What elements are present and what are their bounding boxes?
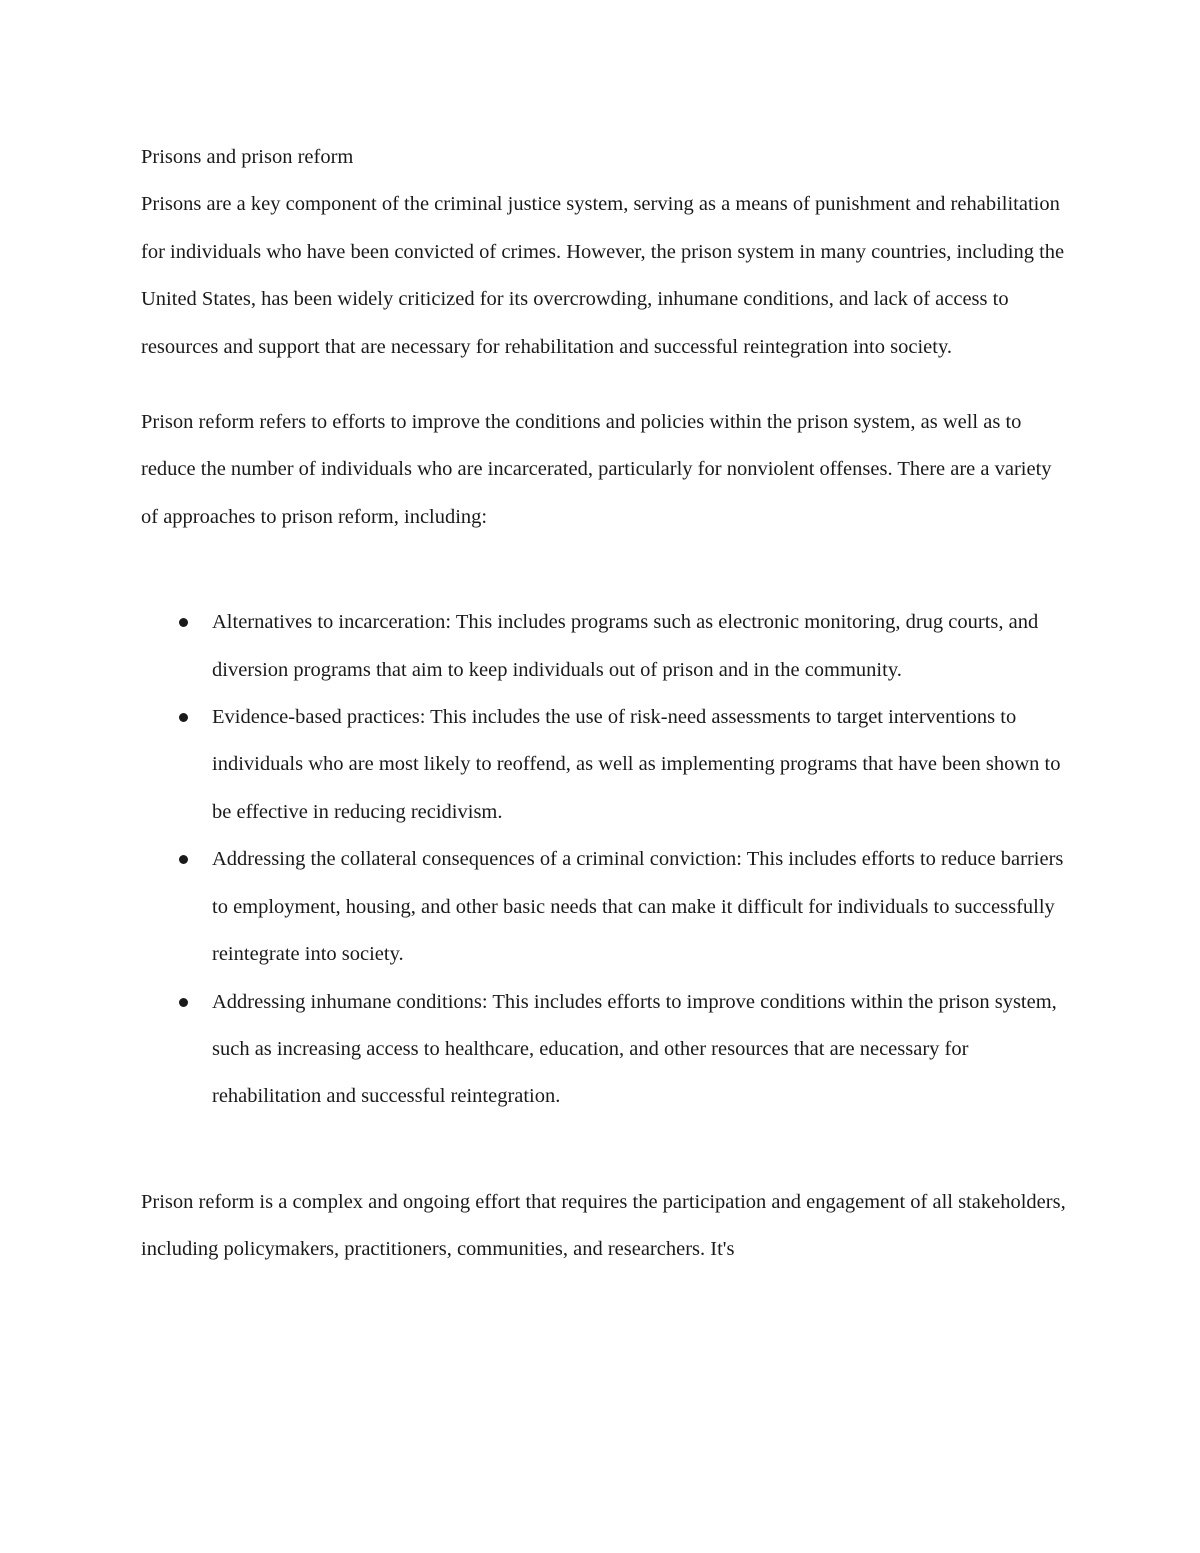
closing-paragraph: Prison reform is a complex and ongoing effort that requires the participation and engagement of all stakeholders, including policymakers, practitioners, communities, and researchers. It's xyxy=(141,1190,1066,1261)
list-item-text: Addressing the collateral consequences of a criminal conviction: This includes efforts to reduce barriers to employment, housing, and other basic needs that can make it difficult for individuals to successfully reintegrate into society. xyxy=(212,848,1064,966)
list-item xyxy=(212,694,1071,836)
reform-intro-paragraph: Prison reform refers to efforts to improve the conditions and policies within the prison system, as well as to reduce the number of individuals who are incarcerated, particularly for nonviolent offenses. There are a variety of approaches to prison reform, including: xyxy=(141,411,1052,528)
list-item xyxy=(212,599,1071,694)
intro-paragraph: Prisons are a key component of the criminal justice system, serving as a means of punishment and rehabilitation for individuals who have been convicted of crimes. However, the prison system in many countries, including the United States, has been widely criticized for its overcrowding, inhumane conditions, and lack of access to resources and support that are necessary for rehabilitation and successful reintegration into society. xyxy=(141,193,1065,358)
list-item xyxy=(212,836,1071,978)
list-item-text: Addressing inhumane conditions: This includes efforts to improve conditions within the prison system, such as increasing access to healthcare, education, and other resources that are necessary for rehabilitation and successful reintegration. xyxy=(212,990,1057,1108)
approaches-list xyxy=(141,599,1071,1120)
list-item-text: Alternatives to incarceration: This includes programs such as electronic monitoring, drug courts, and diversion programs that aim to keep individuals out of prison and in the community. xyxy=(212,611,1039,681)
list-item-text: Evidence-based practices: This includes the use of risk-need assessments to target interventions to individuals who are most likely to reoffend, as well as implementing programs that have been shown to be effective in reducing recidivism. xyxy=(212,706,1061,823)
bullet-icon xyxy=(179,618,188,627)
document-title: Prisons and prison reform xyxy=(141,146,354,168)
document-body xyxy=(141,134,1071,1274)
bullet-icon xyxy=(179,855,188,864)
bullet-icon xyxy=(179,998,188,1007)
bullet-icon xyxy=(179,713,188,722)
list-item xyxy=(212,979,1071,1121)
